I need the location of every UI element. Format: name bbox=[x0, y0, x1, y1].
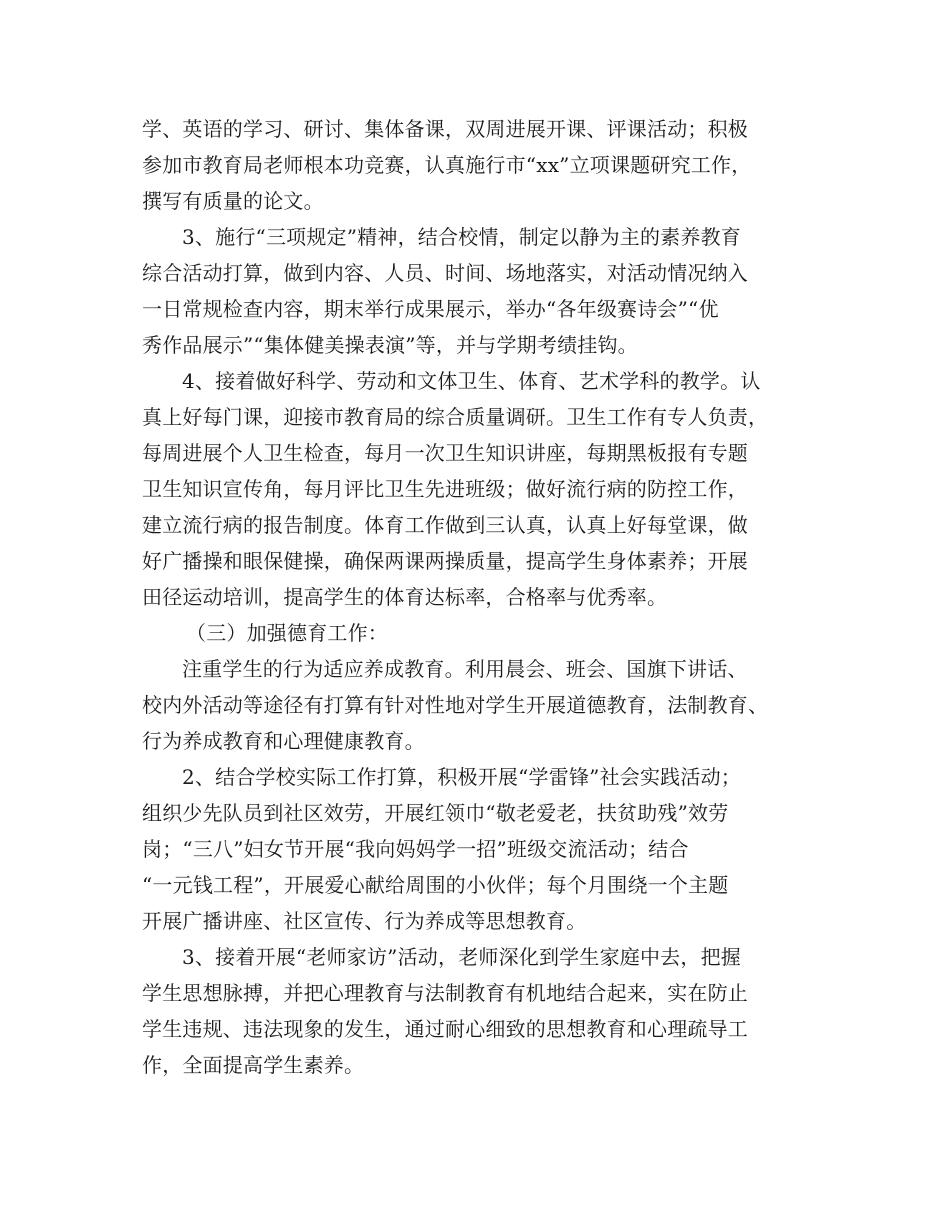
text-line: 学、英语的学习、研讨、集体备课，双周进展开课、评课活动；积极 bbox=[142, 117, 748, 141]
text-line: 学生思想脉搏，并把心理教育与法制教育有机地结合起来，实在防止 bbox=[142, 981, 748, 1005]
text-line: 真上好每门课，迎接市教育局的综合质量调研。卫生工作有专人负责， bbox=[142, 405, 769, 429]
document-body bbox=[142, 111, 822, 1083]
paragraph-start-line: 3、施行“三项规定”精神，结合校情，制定以静为主的素养教育 bbox=[182, 225, 741, 249]
text-line: 撰写有质量的论文。 bbox=[142, 189, 324, 213]
text-line: 岗；“三八”妇女节开展“我向妈妈学一招”班级交流活动；结合 bbox=[142, 837, 689, 861]
paragraph-start-line: 4、接着做好科学、劳动和文体卫生、体育、艺术学科的教学。认 bbox=[182, 369, 761, 393]
text-line: 参加市教育局老师根本功竞赛，认真施行市“xx”立项课题研究工作， bbox=[142, 153, 752, 177]
text-line: 作，全面提高学生素养。 bbox=[142, 1053, 365, 1077]
text-line: 行为养成教育和心理健康教育。 bbox=[142, 729, 425, 753]
text-line: 一日常规检查内容，期末举行成果展示，举办“各年级赛诗会”“优 bbox=[142, 297, 719, 321]
paragraph-start-line: 2、结合学校实际工作打算，积极开展“学雷锋”社会实践活动； bbox=[182, 765, 741, 789]
text-line: 秀作品展示”“集体健美操表演”等，并与学期考绩挂钩。 bbox=[142, 333, 638, 357]
text-line: 每周进展个人卫生检查，每月一次卫生知识讲座，每期黑板报有专题 bbox=[142, 441, 748, 465]
text-line: 好广播操和眼保健操，确保两课两操质量，提高学生身体素养；开展 bbox=[142, 549, 748, 573]
text-line: 建立流行病的报告制度。体育工作做到三认真，认真上好每堂课，做 bbox=[142, 513, 748, 537]
text-line: “一元钱工程”，开展爱心献给周围的小伙伴；每个月围绕一个主题 bbox=[142, 873, 729, 897]
text-line: 组织少先队员到社区效劳，开展红领巾“敬老爱老，扶贫助残”效劳 bbox=[142, 801, 729, 825]
section-heading: （三）加强德育工作： bbox=[186, 621, 388, 645]
text-line: 田径运动培训，提高学生的体育达标率，合格率与优秀率。 bbox=[142, 585, 668, 609]
text-line: 卫生知识宣传角，每月评比卫生先进班级；做好流行病的防控工作， bbox=[142, 477, 748, 501]
paragraph-start-line: 3、接着开展“老师家访”活动，老师深化到学生家庭中去，把握 bbox=[182, 945, 741, 969]
text-line: 开展广播讲座、社区宣传、行为养成等思想教育。 bbox=[142, 909, 587, 933]
paragraph-start-line: 注重学生的行为适应养成教育。利用晨会、班会、国旗下讲话、 bbox=[182, 657, 748, 681]
text-line: 综合活动打算，做到内容、人员、时间、场地落实，对活动情况纳入 bbox=[142, 261, 748, 285]
text-line: 学生违规、违法现象的发生，通过耐心细致的思想教育和心理疏导工 bbox=[142, 1017, 748, 1041]
text-line: 校内外活动等途径有打算有针对性地对学生开展道德教育，法制教育、 bbox=[142, 693, 769, 717]
